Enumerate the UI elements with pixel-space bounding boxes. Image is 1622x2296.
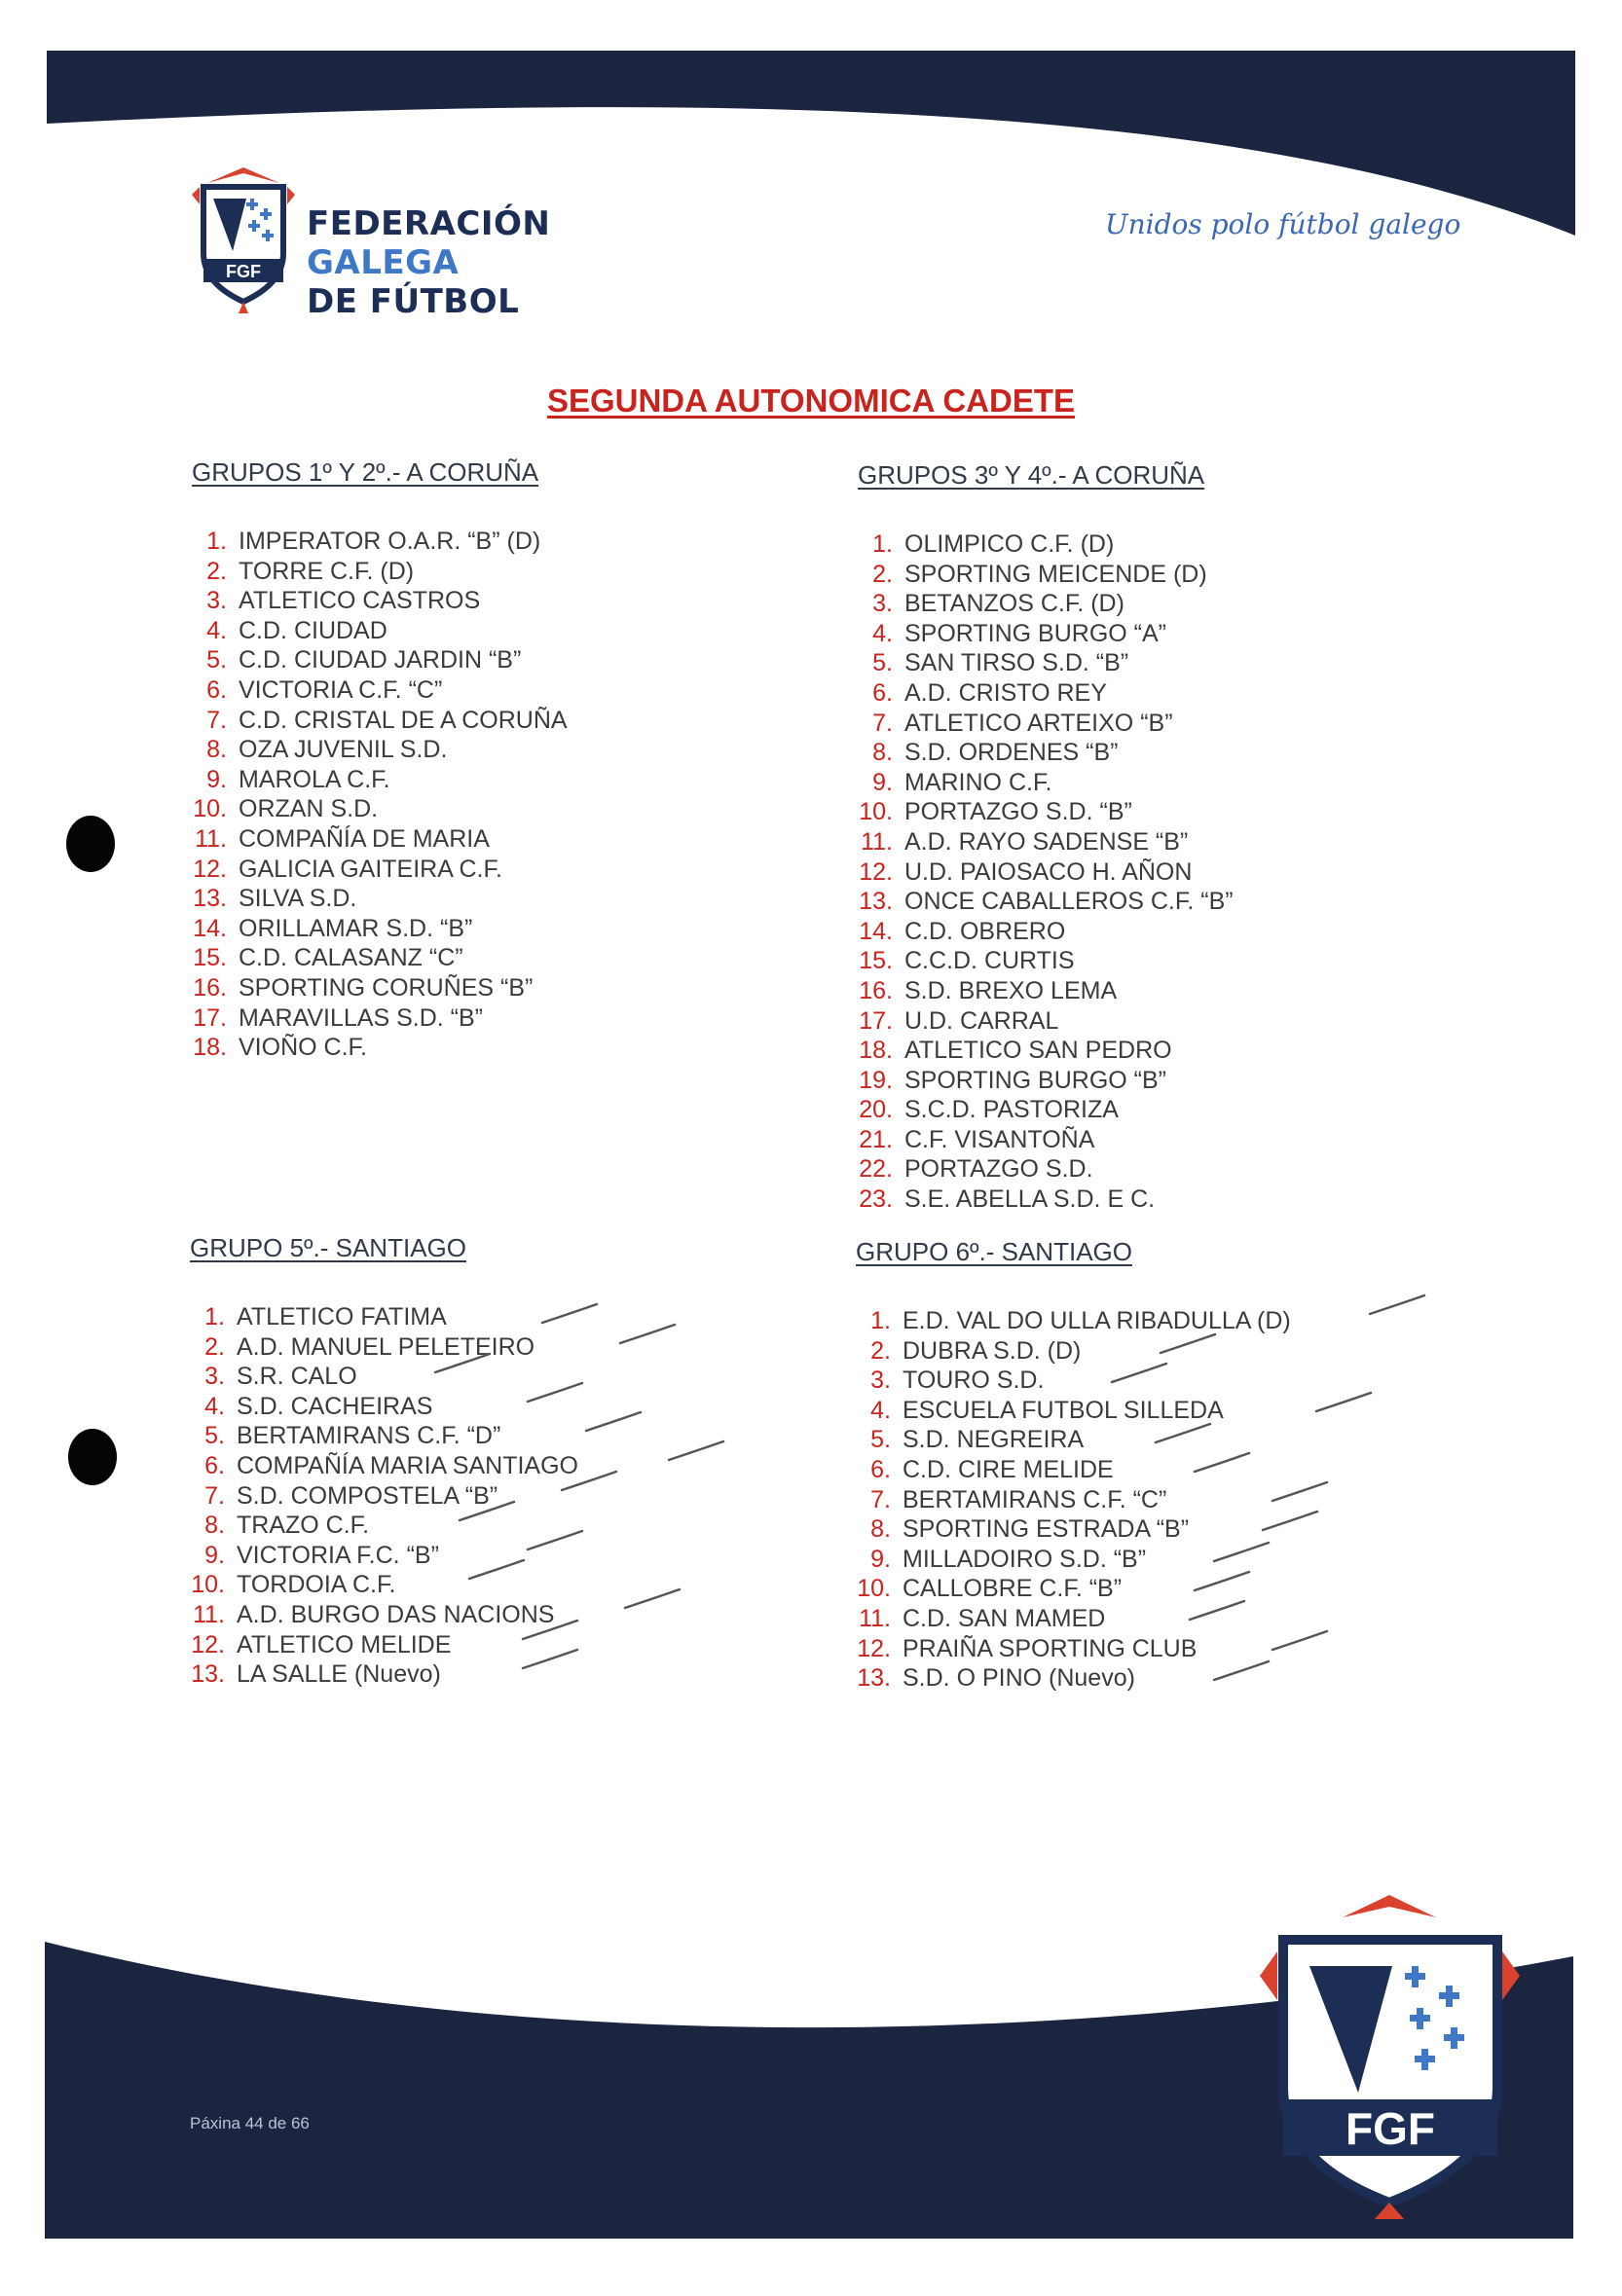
team-name: S.D. COMPOSTELA “B” [237, 1481, 498, 1510]
team-name: C.D. SAN MAMED [903, 1604, 1106, 1632]
team-number: 15. [859, 947, 893, 975]
team-name: C.D. CIUDAD JARDIN “B” [239, 646, 522, 674]
team-name: TORRE C.F. (D) [239, 557, 415, 585]
team-item [192, 1003, 568, 1034]
team-number: 14. [859, 917, 893, 945]
check-mark-icon [540, 1301, 599, 1327]
team-number: 13. [191, 1660, 225, 1689]
team-item [858, 1184, 1234, 1215]
team-name: BERTAMIRANS C.F. “D” [237, 1422, 501, 1450]
team-name: VIOÑO C.F. [239, 1034, 367, 1062]
group-1-2-coruna [192, 457, 568, 1063]
brand-line2: DE FÚTBOL [307, 282, 520, 321]
team-name: VICTORIA C.F. “C” [239, 675, 443, 704]
team-number: 14. [193, 914, 227, 942]
team-item [858, 648, 1234, 678]
page-title-text: SEGUNDA AUTONOMICA CADETE [546, 383, 1076, 419]
team-name: ATLETICO SAN PEDRO [904, 1037, 1172, 1065]
team-item [192, 675, 568, 706]
check-mark-icon [526, 1380, 584, 1405]
team-item [192, 973, 568, 1003]
team-number: 13. [859, 888, 893, 916]
check-mark-icon [521, 1618, 579, 1643]
check-mark-icon [618, 1322, 677, 1347]
team-item [858, 976, 1234, 1006]
team-name: SPORTING BURGO “B” [904, 1066, 1167, 1094]
team-number: 15. [193, 944, 227, 972]
team-name: TRAZO C.F. [237, 1512, 370, 1540]
team-number: 13. [857, 1664, 891, 1693]
team-number: 13. [193, 885, 227, 913]
team-number: 3. [870, 1367, 891, 1395]
team-name: SPORTING BURGO “A” [904, 619, 1167, 647]
team-name: PRAIÑA SPORTING CLUB [903, 1634, 1198, 1662]
check-mark-icon [1368, 1293, 1426, 1318]
team-number: 4. [872, 619, 893, 647]
check-mark-icon [458, 1499, 516, 1524]
team-name: MAROLA C.F. [239, 765, 390, 793]
team-name: S.D. ORDENES “B” [904, 739, 1119, 767]
team-item [858, 619, 1234, 649]
team-name: PORTAZGO S.D. [904, 1155, 1093, 1184]
check-mark-icon [1212, 1658, 1271, 1684]
team-name: OLIMPICO C.F. (D) [904, 530, 1115, 558]
team-list [192, 527, 568, 1063]
team-item [858, 1125, 1234, 1155]
team-number: 10. [859, 798, 893, 826]
check-mark-icon [1188, 1598, 1246, 1623]
team-item [192, 765, 568, 795]
page-title [0, 383, 1622, 419]
group-title: GRUPOS 1º Y 2º.- A CORUÑA [192, 457, 539, 487]
team-number: 17. [193, 1003, 227, 1032]
check-mark-icon [1261, 1509, 1319, 1534]
team-name: S.R. CALO [237, 1363, 357, 1391]
team-name: SPORTING MEICENDE (D) [904, 560, 1207, 588]
team-item [856, 1306, 1291, 1336]
brand-line1-a: FEDERACIÓN [307, 204, 551, 243]
team-name: S.D. O PINO (Nuevo) [903, 1664, 1135, 1693]
team-number: 7. [870, 1485, 891, 1513]
team-number: 4. [204, 1392, 225, 1420]
team-number: 10. [193, 795, 227, 823]
team-name: A.D. RAYO SADENSE “B” [904, 827, 1189, 856]
team-name: SAN TIRSO S.D. “B” [904, 649, 1129, 677]
team-name: MILLADOIRO S.D. “B” [903, 1545, 1147, 1573]
page-number: Páxina 44 de 66 [190, 2114, 310, 2132]
team-name: S.E. ABELLA S.D. E C. [904, 1185, 1156, 1214]
team-item [858, 589, 1234, 619]
team-number: 5. [870, 1426, 891, 1454]
team-item [858, 827, 1234, 857]
team-name: BETANZOS C.F. (D) [904, 590, 1124, 618]
team-item [190, 1451, 578, 1481]
team-number: 5. [206, 646, 227, 674]
team-name: DUBRA S.D. (D) [903, 1336, 1082, 1365]
team-item [190, 1481, 578, 1512]
team-number: 6. [870, 1455, 891, 1483]
team-number: 12. [859, 857, 893, 886]
team-name: OZA JUVENIL S.D. [239, 736, 448, 764]
team-name: C.C.D. CURTIS [904, 947, 1075, 975]
group-title: GRUPO 6º.- SANTIAGO [856, 1237, 1132, 1266]
brand-line1-b: GALEGA [307, 243, 460, 282]
team-number: 12. [857, 1634, 891, 1662]
team-number: 18. [859, 1037, 893, 1065]
check-mark-icon [1154, 1421, 1212, 1446]
team-item [858, 797, 1234, 827]
team-name: S.C.D. PASTORIZA [904, 1096, 1119, 1124]
team-item [192, 855, 568, 885]
team-number: 4. [870, 1396, 891, 1424]
fgf-shield-icon [190, 165, 297, 313]
team-name: C.D. CRISTAL DE A CORUÑA [239, 706, 568, 734]
team-number: 12. [191, 1630, 225, 1658]
group-title: GRUPOS 3º Y 4º.- A CORUÑA [858, 460, 1205, 490]
team-name: U.D. CARRAL [904, 1006, 1059, 1035]
team-name: ATLETICO ARTEIXO “B” [904, 709, 1173, 737]
team-name: ONCE CABALLEROS C.F. “B” [904, 888, 1234, 916]
federation-logo [190, 165, 657, 321]
team-number: 8. [872, 739, 893, 767]
team-item [192, 645, 568, 675]
team-name: U.D. PAIOSACO H. AÑON [904, 857, 1193, 886]
team-name: C.D. CIUDAD [239, 616, 387, 644]
team-item [192, 706, 568, 736]
team-list [858, 529, 1234, 1215]
team-name: E.D. VAL DO ULLA RIBADULLA (D) [903, 1307, 1291, 1334]
team-name: C.D. OBRERO [904, 917, 1066, 945]
team-name: MARAVILLAS S.D. “B” [239, 1003, 483, 1032]
team-number: 1. [872, 530, 893, 558]
team-name: COMPAÑÍA DE MARIA [239, 824, 490, 853]
team-number: 23. [859, 1185, 893, 1214]
team-number: 6. [206, 675, 227, 704]
team-name: ATLETICO MELIDE [237, 1630, 452, 1658]
team-name: C.F. VISANTOÑA [904, 1125, 1095, 1153]
team-name: COMPAÑÍA MARIA SANTIAGO [237, 1451, 578, 1479]
fgf-crest-icon [1256, 1893, 1524, 2219]
check-mark-icon [667, 1439, 725, 1464]
team-number: 16. [859, 976, 893, 1004]
group-title: GRUPO 5º.- SANTIAGO [190, 1233, 466, 1262]
team-item [192, 943, 568, 973]
team-name: PORTAZGO S.D. “B” [904, 798, 1132, 826]
check-mark-icon [1159, 1331, 1217, 1357]
team-name: CALLOBRE C.F. “B” [903, 1575, 1123, 1603]
team-name: ORILLAMAR S.D. “B” [239, 914, 473, 942]
team-name: S.D. BREXO LEMA [904, 976, 1118, 1004]
team-item [856, 1396, 1291, 1426]
team-number: 21. [859, 1125, 893, 1153]
svg-text:FGF: FGF [1346, 2103, 1435, 2154]
team-number: 1. [204, 1303, 225, 1330]
federation-name [307, 204, 657, 321]
group-3-4-coruna [858, 460, 1234, 1215]
team-number: 3. [206, 587, 227, 615]
team-item [858, 887, 1234, 917]
team-number: 5. [872, 649, 893, 677]
team-number: 9. [204, 1541, 225, 1569]
team-number: 1. [870, 1307, 891, 1334]
team-number: 9. [206, 765, 227, 793]
team-number: 11. [861, 827, 893, 856]
team-name: ATLETICO FATIMA [237, 1303, 447, 1330]
check-mark-icon [1314, 1390, 1373, 1415]
team-name: IMPERATOR O.A.R. “B” (D) [239, 528, 541, 555]
team-number: 6. [872, 678, 893, 707]
team-item [858, 529, 1234, 560]
team-number: 11. [195, 824, 227, 853]
team-item [190, 1362, 578, 1392]
team-number: 18. [193, 1034, 227, 1062]
svg-text:FGF: FGF [226, 262, 261, 281]
team-item [192, 735, 568, 765]
check-mark-icon [1110, 1361, 1168, 1386]
team-item [192, 616, 568, 646]
team-item [856, 1336, 1291, 1367]
team-item [856, 1366, 1291, 1396]
team-name: SPORTING CORUÑES “B” [239, 973, 534, 1002]
team-item [858, 709, 1234, 739]
check-mark-icon [1271, 1479, 1329, 1505]
check-mark-icon [584, 1409, 643, 1435]
team-number: 2. [872, 560, 893, 588]
team-name: VICTORIA F.C. “B” [237, 1541, 439, 1569]
team-item [192, 794, 568, 824]
punch-hole [68, 1429, 117, 1485]
team-item [858, 1006, 1234, 1037]
team-name: GALICIA GAITEIRA C.F. [239, 855, 502, 883]
team-name: BERTAMIRANS C.F. “C” [903, 1485, 1167, 1513]
check-mark-icon [467, 1557, 526, 1583]
check-mark-icon [560, 1469, 618, 1494]
team-name: SILVA S.D. [239, 885, 357, 913]
team-number: 2. [206, 557, 227, 585]
team-number: 7. [204, 1481, 225, 1510]
team-item [190, 1392, 578, 1422]
team-name: TORDOIA C.F. [237, 1571, 396, 1599]
team-item [190, 1302, 578, 1332]
team-number: 8. [870, 1515, 891, 1544]
team-number: 17. [859, 1006, 893, 1035]
team-number: 9. [870, 1545, 891, 1573]
check-mark-icon [1212, 1540, 1271, 1565]
check-mark-icon [1271, 1628, 1329, 1654]
team-number: 7. [872, 709, 893, 737]
team-name: C.D. CALASANZ “C” [239, 944, 463, 972]
team-number: 12. [193, 855, 227, 883]
team-name: A.D. CRISTO REY [904, 678, 1107, 707]
check-mark-icon [1193, 1450, 1251, 1476]
team-item [192, 884, 568, 914]
team-number: 5. [204, 1422, 225, 1450]
team-item [190, 1332, 578, 1363]
punch-hole [66, 816, 115, 872]
team-item [190, 1421, 578, 1451]
team-name: ATLETICO CASTROS [239, 587, 481, 615]
team-number: 8. [206, 736, 227, 764]
team-item [858, 1066, 1234, 1096]
team-item [858, 678, 1234, 709]
team-number: 9. [872, 768, 893, 796]
check-mark-icon [1193, 1569, 1251, 1594]
team-item [858, 560, 1234, 590]
team-name: LA SALLE (Nuevo) [237, 1660, 441, 1689]
team-number: 20. [859, 1096, 893, 1124]
team-number: 2. [204, 1332, 225, 1361]
check-mark-icon [623, 1586, 682, 1612]
team-name: S.D. NEGREIRA [903, 1426, 1085, 1454]
team-item [858, 768, 1234, 798]
team-number: 6. [204, 1451, 225, 1479]
team-number: 2. [870, 1336, 891, 1365]
team-number: 4. [206, 616, 227, 644]
team-number: 11. [859, 1604, 891, 1632]
team-item [190, 1511, 578, 1541]
team-number: 3. [204, 1363, 225, 1391]
team-number: 7. [206, 706, 227, 734]
team-name: C.D. CIRE MELIDE [903, 1455, 1114, 1483]
team-name: ORZAN S.D. [239, 795, 379, 823]
team-item [192, 586, 568, 616]
team-item [858, 1154, 1234, 1184]
team-name: SPORTING ESTRADA “B” [903, 1515, 1190, 1544]
team-number: 8. [204, 1512, 225, 1540]
team-item [858, 857, 1234, 888]
team-name: S.D. CACHEIRAS [237, 1392, 433, 1420]
team-item [192, 1033, 568, 1063]
team-item [192, 527, 568, 557]
team-item [192, 824, 568, 855]
team-item [858, 738, 1234, 768]
team-number: 19. [859, 1066, 893, 1094]
team-name: A.D. MANUEL PELETEIRO [237, 1332, 535, 1361]
team-name: ESCUELA FUTBOL SILLEDA [903, 1396, 1224, 1424]
team-number: 10. [191, 1571, 225, 1599]
team-name: A.D. BURGO DAS NACIONS [237, 1600, 555, 1628]
team-number: 1. [206, 528, 227, 555]
team-item [858, 917, 1234, 947]
team-item [192, 914, 568, 944]
check-mark-icon [433, 1351, 492, 1376]
team-item [192, 557, 568, 587]
team-item [858, 1095, 1234, 1125]
team-number: 10. [857, 1575, 891, 1603]
check-mark-icon [526, 1528, 584, 1553]
team-number: 3. [872, 590, 893, 618]
slogan: Unidos polo fútbol galego [1105, 208, 1461, 240]
team-number: 22. [859, 1155, 893, 1184]
team-number: 16. [193, 973, 227, 1002]
team-item [856, 1485, 1291, 1515]
team-name: MARINO C.F. [904, 768, 1052, 796]
team-item [858, 1036, 1234, 1066]
team-list [856, 1306, 1291, 1694]
team-name: TOURO S.D. [903, 1367, 1045, 1395]
team-number: 11. [193, 1600, 225, 1628]
team-item [858, 946, 1234, 976]
check-mark-icon [521, 1647, 579, 1672]
